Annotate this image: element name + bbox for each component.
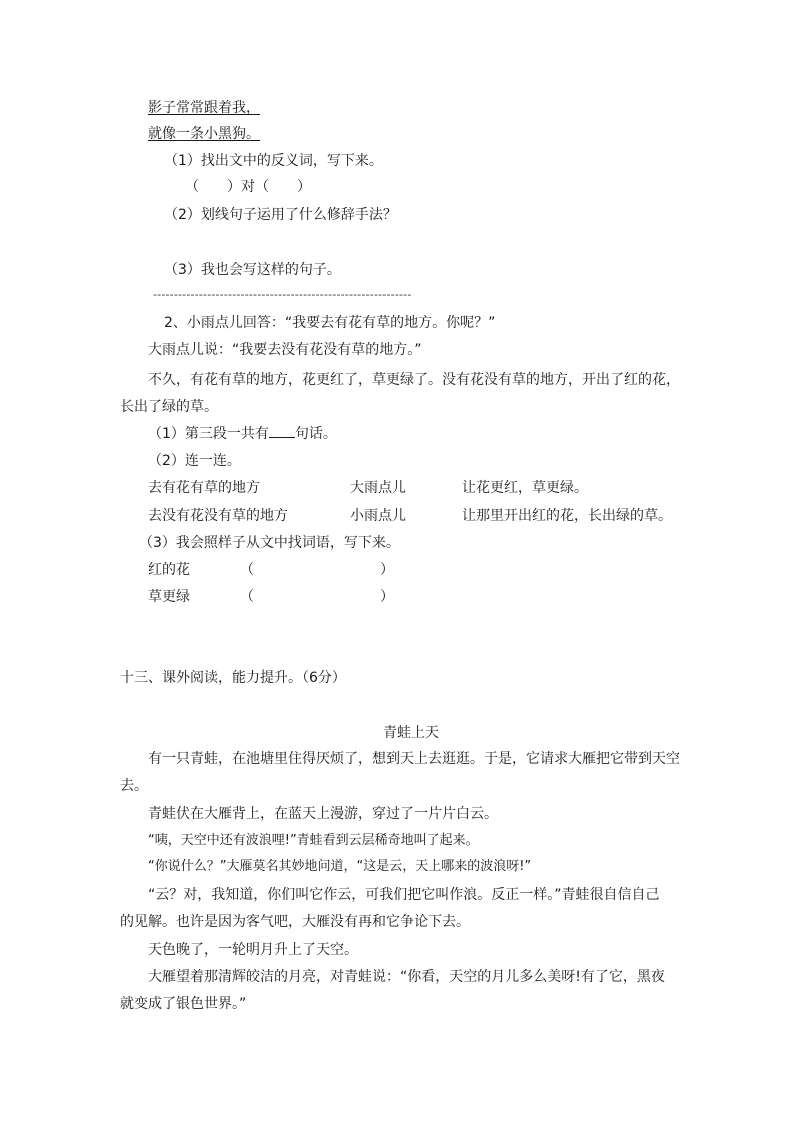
answer-dash-line: --------------------------------------------------------------: [153, 288, 412, 301]
q1-a-label: （1）找出文中的反义词，写下来。: [164, 153, 383, 169]
q2-paragraph-a: 不久，有花有草的地方，花更红了，草更绿了。没有花没有草的地方，开出了红的花，: [148, 372, 680, 388]
story-p6: 天色晚了，一轮明月升上了天空。: [148, 942, 358, 958]
story-p1-b: 去。: [120, 778, 148, 794]
q1-c-label: （3）我也会写这样的句子。: [164, 262, 341, 278]
q2-paragraph-b: 长出了绿的草。: [120, 399, 218, 415]
match-r2-c2: 小雨点儿: [350, 508, 406, 524]
q1-b-label: （2）划线句子运用了什么修辞手法？: [164, 207, 397, 223]
poem-line-1: 影子常常跟着我，: [148, 100, 260, 116]
match-r1-c1: 去有花有草的地方: [148, 480, 260, 496]
match-r1-c3: 让花更红，草更绿。: [462, 480, 588, 496]
q2-sub-1: [148, 425, 337, 443]
q2-sub-1-before: （1）第三段一共有: [148, 426, 269, 442]
match-r2-c3: 让那里开出红的花，长出绿的草。: [462, 508, 672, 524]
story-p3: “咦，天空中还有波浪哩!”青蛙看到云层稀奇地叫了起来。: [148, 833, 479, 848]
q2-sub-3: （3）我会照样子从文中找词语，写下来。: [139, 535, 400, 551]
section-13-heading: 十三、课外阅读，能力提升。（6分）: [120, 670, 346, 686]
q2-sub-1-after: 句话。: [294, 426, 337, 442]
story-p7-a: 大雁望着那清辉皎洁的月亮，对青蛙说：“你看，天空的月儿多么美呀!有了它，黑夜: [148, 969, 665, 985]
story-title: 青蛙上天: [383, 725, 439, 741]
example-2-blank[interactable]: （ ）: [240, 589, 394, 605]
example-2-word: 草更绿: [148, 589, 190, 605]
q2-line-2: 大雨点儿说：“我要去没有花没有草的地方。”: [148, 342, 422, 358]
story-p4: “你说什么？”大雁莫名其妙地问道，“这是云，天上哪来的波浪呀!”: [148, 859, 532, 874]
match-r1-c2: 大雨点儿: [350, 480, 406, 496]
story-p7-b: 就变成了银色世界。”: [120, 996, 247, 1012]
example-1-word: 红的花: [148, 562, 190, 578]
q2-sub-2: （2）连一连。: [148, 453, 241, 469]
story-p5-a: “云？对，我知道，你们叫它作云，可我们把它叫作浪。反正一样。”青蛙很自信自己: [148, 887, 660, 903]
match-r2-c1: 去没有花没有草的地方: [148, 508, 288, 524]
story-p1-a: 有一只青蛙，在池塘里住得厌烦了，想到天上去逛逛。于是，它请求大雁把它带到天空: [148, 751, 680, 767]
story-p2: 青蛙伏在大雁背上，在蓝天上漫游，穿过了一片片白云。: [148, 806, 498, 822]
story-p5-b: 的见解。也许是因为客气吧，大雁没有再和它争论下去。: [120, 914, 470, 930]
example-1-blank[interactable]: （ ）: [240, 562, 394, 578]
q2-line-1: 2、小雨点儿回答：“我要去有花有草的地方。你呢？”: [164, 315, 496, 331]
sentence-count-blank[interactable]: [269, 425, 295, 438]
q1-a-blanks: （ ）对（ ）: [185, 179, 311, 195]
poem-line-2: 就像一条小黑狗。: [148, 126, 260, 142]
